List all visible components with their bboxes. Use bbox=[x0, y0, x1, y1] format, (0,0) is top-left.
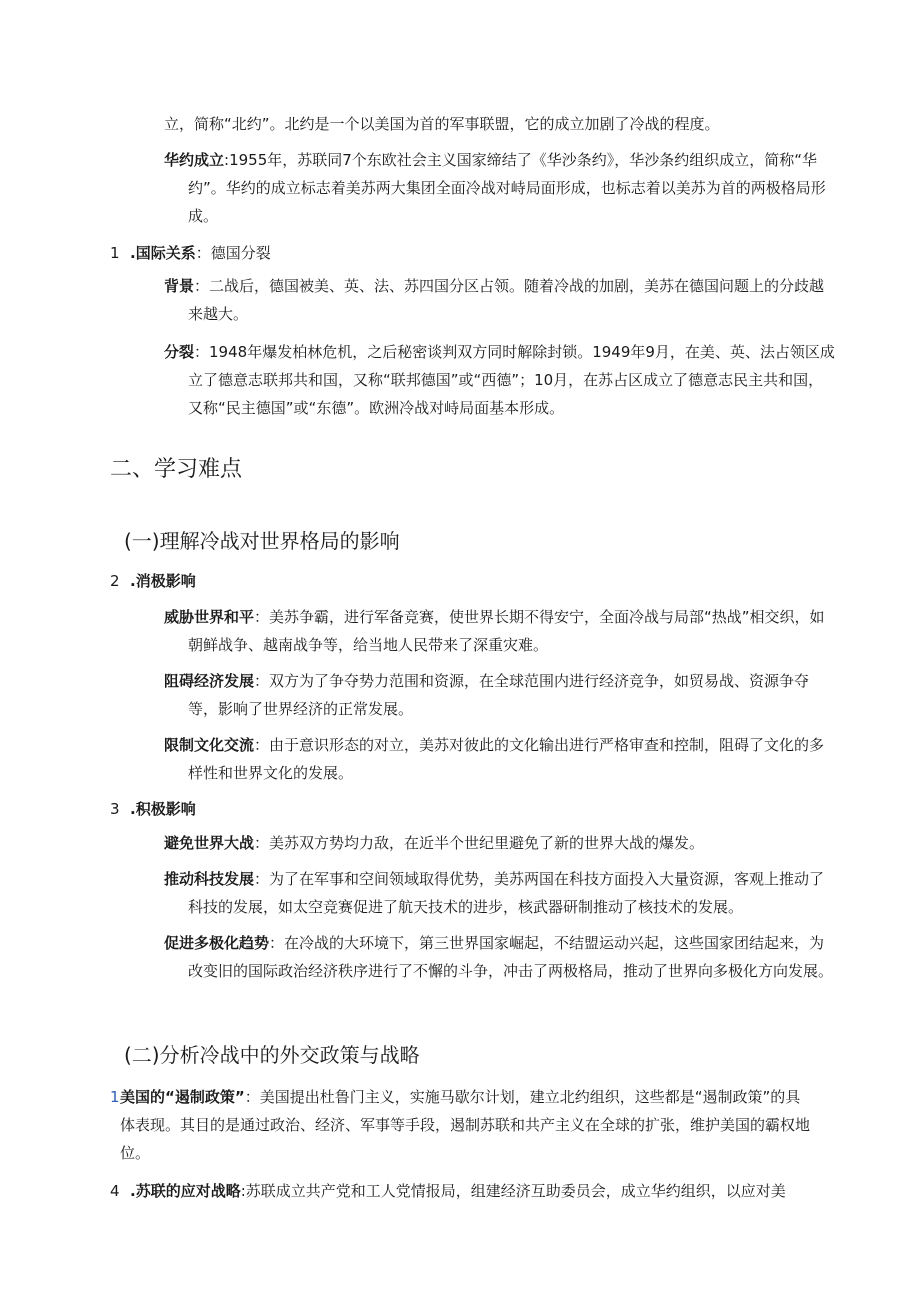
paragraph-background: 背景：二战后，德国被美、英、法、苏四国分区占领。随着冷战的加剧，美苏在德国问题上的分歧越来越大。 bbox=[164, 277, 825, 323]
subsection-heading-diplomacy: (二)分析冷战中的外交政策与战略 bbox=[124, 1043, 420, 1067]
item-title: .国际关系 bbox=[130, 244, 196, 262]
paragraph-warsaw-pact: 华约成立:1955年，苏联同7个东欧社会主义国家缔结了《华沙条约》，华沙条约组织成立，简称“华约”。华约的成立标志着美苏两大集团全面冷战对峙局面形成，也标志着以美苏为首的两极格局形成。 bbox=[164, 151, 826, 225]
term-avoid-war: 避免世界大战 bbox=[164, 834, 255, 852]
paragraph-threat-peace: 威胁世界和平：美苏争霸，进行军备竞赛，使世界长期不得安宁，全面冷战与局部“热战”相交织，如朝鲜战争、越南战争等，给当地人民带来了深重灾难。 bbox=[164, 608, 825, 654]
item-title: .积极影响 bbox=[130, 800, 196, 818]
item-title: .消极影响 bbox=[130, 572, 196, 590]
term-hinder-economy: 阻碍经济发展 bbox=[164, 672, 255, 690]
list-number: 3 bbox=[110, 800, 120, 818]
list-number: 1 bbox=[110, 244, 120, 262]
term-tech: 推动科技发展 bbox=[164, 870, 255, 888]
term-background: 背景 bbox=[164, 277, 195, 295]
paragraph-avoid-war: 避免世界大战：美苏双方势均力敌，在近半个世纪里避免了新的世界大战的爆发。 bbox=[164, 834, 705, 852]
term-ussr-strategy: .苏联的应对战略 bbox=[130, 1182, 241, 1200]
document-page: 立，简称“北约”。北约是一个以美国为首的军事联盟，它的成立加剧了冷战的程度。 华约成立:1955年，苏联同7个东欧社会主义国家缔结了《华沙条约》，华沙条约组织成立，简称“华约”。华约的成立标志着美苏两大集团全面冷战对峙局面形成，也标志着以美苏为首的两极格局形成。 1 .国际关系：德国分裂 背景：二战后，德国被美、英、法、苏四国分区占领。随着冷战的加剧，美苏在德国问题上的分歧越来越大。 分裂：1948年爆发柏林危机，之后秘密谈判双方同时解除封锁。1949年9月，在美、英、法占领区成立了德意志联邦共和国，又称“联邦德国”或“西德”；10月，在苏占区成立了德意志民主共和国，又称“民主德国”或“东德”。欧洲冷战对峙局面基本形成。 二、学习难点 (一)理解冷战对世界格局的影响 2 .消极影响 威胁世界和平：美苏争霸，进行军备竞赛，使世界长期不得安宁，全面冷战与局部“热战”相交织，如朝鲜战争、越南战争等，给当地人民带来了深重灾难。 阻碍经济发展：双方为了争夺势力范围和资源，在全球范围内进行经济竞争，如贸易战、资源争夺等，影响了世界经济的正常发展。 限制文化交流：由于意识形态的对立，美苏对彼此的文化输出进行严格审查和控制，阻碍了文化的多样性和世界文化的发展。 3 .积极影响 避免世界大战：美苏双方势均力敌，在近半个世纪里避免了新的世界大战的爆发。 推动科技发展：为了在军事和空间领域取得优势，美苏两国在科技方面投入大量资源，客观上推动了科技的发展，如太空竞赛促进了航天技术的进步，核武器研制推动了核技术的发展。 促进多极化趋势：在冷战的大环境下，第三世界国家崛起，不结盟运动兴起，这些国家团结起来，为改变旧的国际政治经济秩序进行了不懈的斗争，冲击了两极格局，推动了世界向多极化方向发展。 (二)分析冷战中的外交政策与战略 1 美国的“遏制政策”：美国提出杜鲁门主义，实施马歇尔计划，建立北约组织，这些都是“遏制政策”的具体表现。其目的是通过政治、经济、军事等手段，遏制苏联和共产主义在全球的扩张，维护美国的霸权地位。 4 .苏联的应对战略:苏联成立共产党和工人党情报局，组建经济互助委员会，成立华约组织，以应对美 bbox=[0, 0, 920, 1301]
subsection-heading-impact: (一)理解冷战对世界格局的影响 bbox=[124, 529, 400, 553]
list-number: 4 bbox=[110, 1182, 120, 1200]
term-division: 分裂 bbox=[164, 343, 195, 361]
paragraph-nato-continuation: 立，简称“北约”。北约是一个以美国为首的军事联盟，它的成立加剧了冷战的程度。 bbox=[164, 115, 720, 133]
term-us-containment: 美国的“遏制政策” bbox=[120, 1088, 245, 1106]
paragraph-limit-culture: 限制文化交流：由于意识形态的对立，美苏对彼此的文化输出进行严格审查和控制，阻碍了文化的多样性和世界文化的发展。 bbox=[164, 736, 825, 782]
term-multipolar: 促进多极化趋势 bbox=[164, 934, 270, 952]
term-threat-peace: 威胁世界和平 bbox=[164, 608, 255, 626]
term-warsaw-pact: 华约成立 bbox=[164, 151, 225, 169]
list-number: 1 bbox=[110, 1088, 120, 1106]
list-number: 2 bbox=[110, 572, 120, 590]
section-heading-difficulties: 二、学习难点 bbox=[110, 457, 243, 482]
term-limit-culture: 限制文化交流 bbox=[164, 736, 255, 754]
paragraph-tech: 推动科技发展：为了在军事和空间领域取得优势，美苏两国在科技方面投入大量资源，客观上推动了科技的发展，如太空竞赛促进了航天技术的进步，核武器研制推动了核技术的发展。 bbox=[164, 870, 825, 916]
paragraph-multipolar: 促进多极化趋势：在冷战的大环境下，第三世界国家崛起，不结盟运动兴起，这些国家团结起来，为改变旧的国际政治经济秩序进行了不懈的斗争，冲击了两极格局，推动了世界向多极化方向发展。 bbox=[164, 934, 834, 980]
paragraph-hinder-economy: 阻碍经济发展：双方为了争夺势力范围和资源，在全球范围内进行经济竞争，如贸易战、资源争夺等，影响了世界经济的正常发展。 bbox=[164, 672, 810, 718]
paragraph-division: 分裂：1948年爆发柏林危机，之后秘密谈判双方同时解除封锁。1949年9月，在美、英、法占领区成立了德意志联邦共和国，又称“联邦德国”或“西德”；10月，在苏占区成立了德意志民主共和国，又称“民主德国”或“东德”。欧洲冷战对峙局面基本形成。 bbox=[164, 343, 835, 417]
